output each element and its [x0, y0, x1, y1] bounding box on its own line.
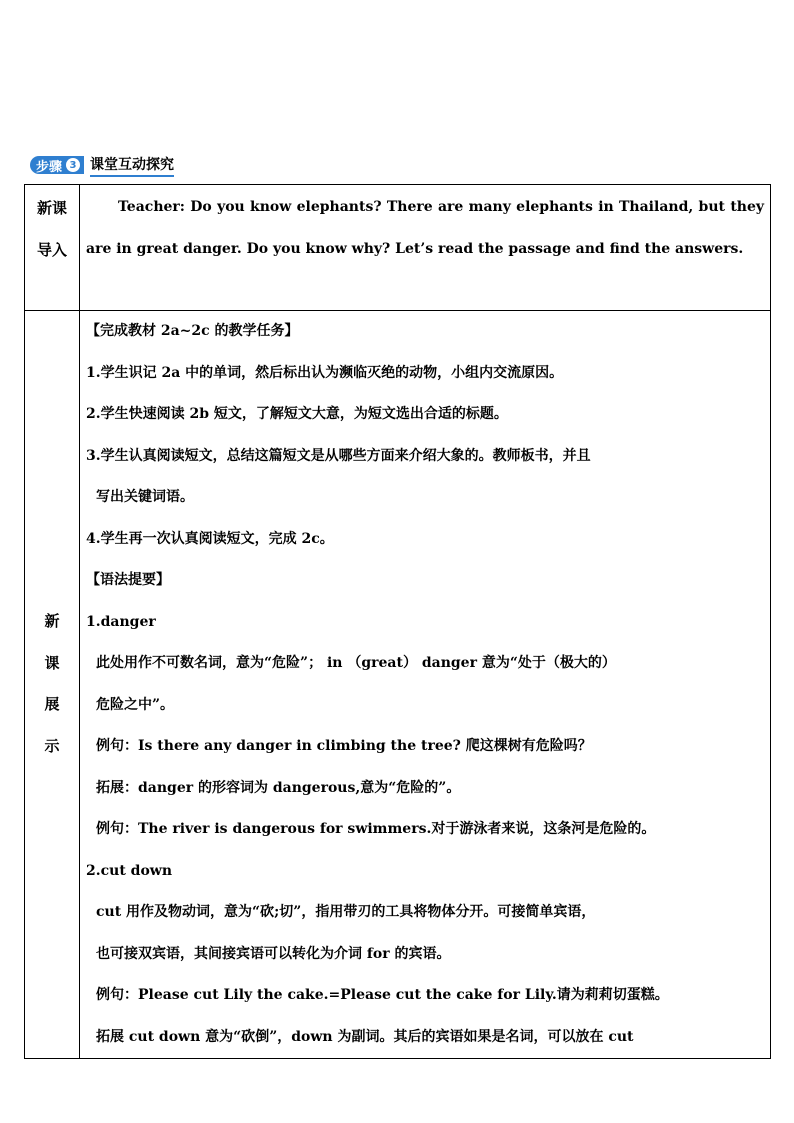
label-char: 课 [44, 653, 60, 672]
grammar-explanation-continued: 危险之中”。 [96, 696, 175, 713]
task-item: 1.学生识记 2a 中的单词，然后标出认为濒临灭绝的动物，小组内交流原因。 [86, 364, 564, 381]
row-content-intro [80, 185, 771, 311]
label-char: 展 [44, 695, 60, 713]
extension-note: 拓展 cut down 意为“砍倒”，down 为副词。其后的宾语如果是名词，可以放在 cut [96, 1028, 634, 1045]
section-heading: 【完成教材 2a~2c 的教学任务】 [86, 323, 299, 339]
label-char: 新 [44, 612, 60, 630]
grammar-point-title: 2.cut down [86, 862, 173, 879]
row-content-presentation [80, 311, 771, 1059]
step-label: 步骤 [36, 159, 63, 175]
label-char: 示 [44, 736, 60, 755]
task-item: 2.学生快速阅读 2b 短文，了解短文大意，为短文选出合适的标题。 [86, 406, 508, 422]
example-sentence: 例句：Please cut Lily the cake.=Please cut the cake for Lily.请为莉莉切蛋糕。 [96, 987, 669, 1003]
table-row-intro [25, 185, 771, 311]
extension-note: 拓展：danger 的形容词为 dangerous,意为“危险的”。 [96, 779, 461, 796]
step-number-icon: 3 [66, 158, 80, 172]
grammar-explanation: 此处用作不可数名词，意为“危险”； in （great） danger 意为“处于（极大的） [96, 655, 616, 671]
lesson-table [24, 184, 771, 1059]
row-label-presentation [25, 311, 80, 1059]
grammar-explanation-continued: 也可接双宾语，其间接宾语可以转化为介词 for 的宾语。 [96, 945, 451, 962]
example-sentence: 例句：The river is dangerous for swimmers.对于游泳者来说，这条河是危险的。 [96, 821, 656, 837]
row-label-intro [25, 185, 80, 311]
task-item: 3.学生认真阅读短文，总结这篇短文是从哪些方面来介绍大象的。教师板书，并且 [86, 447, 591, 464]
step-title: 课堂互动探究 [90, 154, 174, 177]
row-label-line: 导入 [36, 241, 67, 259]
grammar-explanation: cut 用作及物动词，意为“砍;切”，指用带刃的工具将物体分开。可接简单宾语， [96, 904, 596, 920]
task-item: 4.学生再一次认真阅读短文，完成 2c。 [86, 530, 334, 547]
task-item-continued: 写出关键词语。 [96, 489, 194, 505]
row-label-line: 新课 [36, 199, 67, 217]
step-badge [30, 156, 84, 174]
grammar-point-title: 1.danger [86, 613, 156, 630]
vertical-label [26, 601, 78, 767]
intro-paragraph: Teacher: Do you know elephants? There are many elephants in Thailand, but they are in great danger. Do you know why? Let’s read the passage and find the answers. [86, 199, 764, 257]
section-heading: 【语法提要】 [86, 572, 170, 588]
example-sentence: 例句：Is there any danger in climbing the tree? 爬这棵树有危险吗？ [96, 738, 592, 754]
table-row-presentation [25, 311, 771, 1059]
step-header [30, 155, 174, 175]
